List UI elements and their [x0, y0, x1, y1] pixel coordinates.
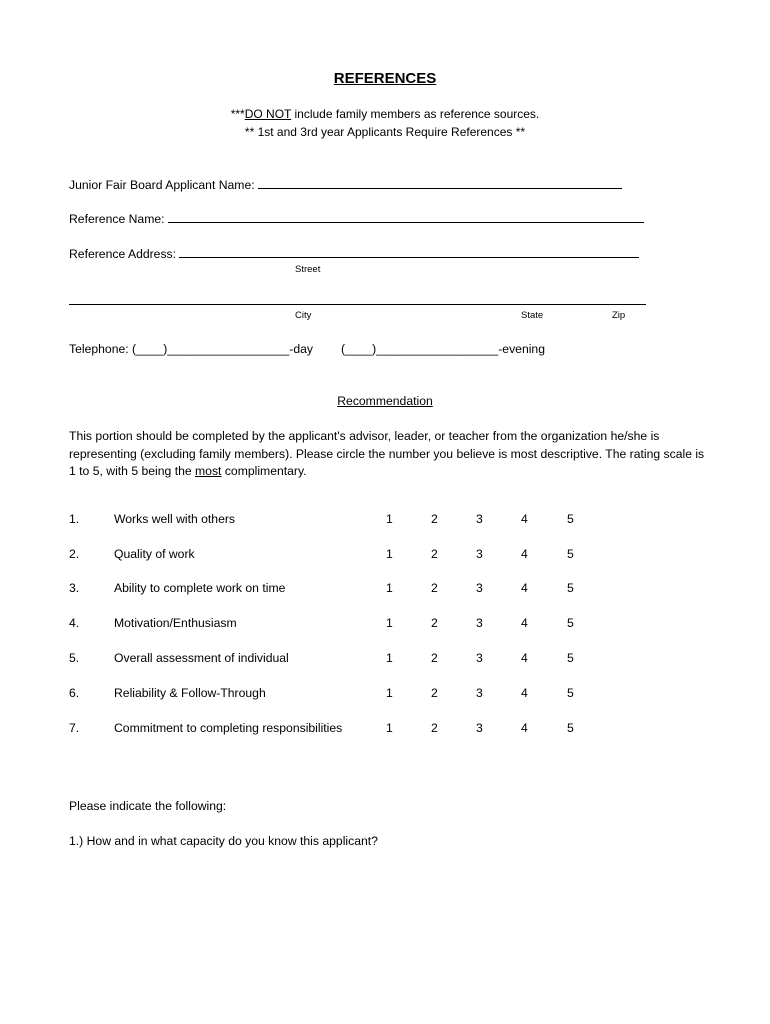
rating-option-4[interactable]: 4 — [521, 512, 528, 526]
rating-row — [0, 686, 770, 704]
rating-option-2[interactable]: 2 — [431, 686, 438, 700]
rating-option-1[interactable]: 1 — [386, 581, 393, 595]
reference-address-label: Reference Address: — [69, 247, 177, 261]
recommendation-heading: Recommendation — [337, 394, 433, 408]
rating-option-4[interactable]: 4 — [521, 547, 528, 561]
question-1: 1.) How and in what capacity do you know this applicant? — [69, 834, 378, 848]
rating-option-3[interactable]: 3 — [476, 721, 483, 735]
rating-option-5[interactable]: 5 — [567, 651, 574, 665]
criterion-label: Quality of work — [114, 547, 195, 561]
rating-option-2[interactable]: 2 — [431, 721, 438, 735]
instructions-text-2: complimentary. — [221, 464, 307, 478]
criterion-number: 6. — [69, 686, 80, 700]
family-note-rest: include family members as reference sources. — [291, 107, 540, 121]
rating-row — [0, 512, 770, 530]
rating-option-4[interactable]: 4 — [521, 616, 528, 630]
telephone-evening-field[interactable]: (____)__________________-evening — [341, 342, 545, 356]
criterion-number: 3. — [69, 581, 80, 595]
street-field[interactable] — [179, 246, 639, 258]
year-note: ** 1st and 3rd year Applicants Require References ** — [244, 125, 526, 139]
reference-address-row — [69, 246, 639, 261]
rating-row — [0, 616, 770, 634]
rating-option-2[interactable]: 2 — [431, 547, 438, 561]
rating-option-1[interactable]: 1 — [386, 616, 393, 630]
rating-option-5[interactable]: 5 — [567, 686, 574, 700]
rating-option-4[interactable]: 4 — [521, 721, 528, 735]
rating-option-1[interactable]: 1 — [386, 651, 393, 665]
criterion-label: Overall assessment of individual — [114, 651, 289, 665]
criterion-label: Works well with others — [114, 512, 236, 526]
family-note-emphasis: DO NOT — [244, 107, 292, 121]
criterion-number: 5. — [69, 651, 80, 665]
criterion-label: Reliability & Follow-Through — [114, 686, 266, 700]
applicant-name-label: Junior Fair Board Applicant Name: — [69, 178, 255, 192]
rating-option-2[interactable]: 2 — [431, 651, 438, 665]
rating-option-3[interactable]: 3 — [476, 616, 483, 630]
applicant-name-field[interactable] — [258, 177, 622, 189]
rating-row — [0, 651, 770, 669]
instructions-paragraph — [69, 428, 709, 481]
criterion-label: Ability to complete work on time — [114, 581, 286, 595]
reference-name-row — [69, 211, 644, 226]
rating-option-3[interactable]: 3 — [476, 547, 483, 561]
rating-option-5[interactable]: 5 — [567, 581, 574, 595]
family-note-prefix: *** — [230, 107, 245, 121]
criterion-number: 4. — [69, 616, 80, 630]
state-caption: State — [521, 310, 544, 321]
rating-option-2[interactable]: 2 — [431, 616, 438, 630]
rating-option-1[interactable]: 1 — [386, 512, 393, 526]
criterion-number: 7. — [69, 721, 80, 735]
telephone-day-field[interactable]: Telephone: (____)__________________-day — [69, 342, 313, 356]
rating-option-1[interactable]: 1 — [386, 547, 393, 561]
rating-option-4[interactable]: 4 — [521, 581, 528, 595]
applicant-name-row — [69, 177, 622, 192]
criterion-label: Motivation/Enthusiasm — [114, 616, 237, 630]
rating-option-3[interactable]: 3 — [476, 581, 483, 595]
reference-name-field[interactable] — [168, 211, 644, 223]
rating-row — [0, 547, 770, 565]
rating-row — [0, 721, 770, 739]
rating-option-2[interactable]: 2 — [431, 512, 438, 526]
rating-option-2[interactable]: 2 — [431, 581, 438, 595]
rating-option-4[interactable]: 4 — [521, 651, 528, 665]
criterion-label: Commitment to completing responsibilities — [114, 721, 343, 735]
street-caption: Street — [295, 264, 321, 275]
rating-option-5[interactable]: 5 — [567, 721, 574, 735]
followup-heading: Please indicate the following: — [69, 799, 227, 813]
rating-option-1[interactable]: 1 — [386, 686, 393, 700]
rating-option-3[interactable]: 3 — [476, 686, 483, 700]
city-caption: City — [295, 310, 312, 321]
rating-option-4[interactable]: 4 — [521, 686, 528, 700]
rating-row — [0, 581, 770, 599]
instructions-emphasis: most — [195, 464, 222, 478]
rating-option-1[interactable]: 1 — [386, 721, 393, 735]
rating-option-5[interactable]: 5 — [567, 512, 574, 526]
city-state-zip-field[interactable] — [69, 293, 646, 305]
instructions-text-1: This portion should be completed by the applicant's advisor, leader, or teacher from the organization he/she is representing (excluding family members). Please circle the number you believe is most descriptive. The rating scale is 1 to 5, with 5 being the — [69, 429, 705, 478]
family-note — [0, 107, 770, 121]
rating-option-5[interactable]: 5 — [567, 616, 574, 630]
criterion-number: 1. — [69, 512, 80, 526]
rating-option-3[interactable]: 3 — [476, 512, 483, 526]
rating-option-5[interactable]: 5 — [567, 547, 574, 561]
criterion-number: 2. — [69, 547, 80, 561]
reference-name-label: Reference Name: — [69, 212, 165, 226]
rating-option-3[interactable]: 3 — [476, 651, 483, 665]
zip-caption: Zip — [612, 310, 626, 321]
page-title: REFERENCES — [333, 70, 437, 87]
